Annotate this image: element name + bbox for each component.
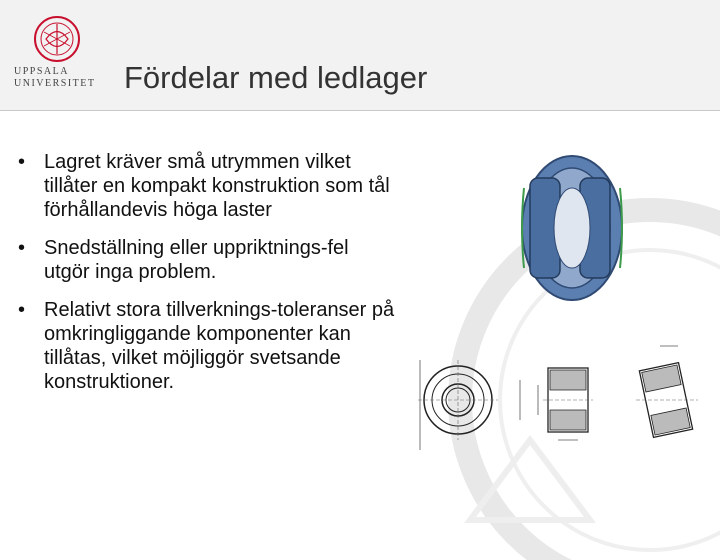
slide-header bbox=[0, 0, 720, 111]
bullet-dot: • bbox=[18, 151, 26, 173]
bullet-text: Lagret kräver små utrymmen vilket tillåter en kompakt konstruktion som tål förhållandevis höga laster bbox=[44, 151, 390, 221]
bullet-dot: • bbox=[18, 299, 26, 321]
bullet-item bbox=[18, 150, 398, 222]
bullet-text: Relativt stora tillverknings-toleranser på omkringliggande komponenter kan tillåtas, vilket möjliggör svetsande konstruktioner. bbox=[44, 299, 395, 393]
university-name bbox=[14, 66, 100, 90]
bullet-list bbox=[18, 150, 398, 408]
university-name-line2: UNIVERSITET bbox=[14, 78, 96, 89]
bearing-technical-drawings bbox=[408, 340, 708, 470]
bullet-text: Snedställning eller uppriktnings-fel utgör inga problem. bbox=[44, 237, 349, 283]
tilted-bearing-drawing bbox=[636, 346, 698, 437]
bullet-item bbox=[18, 236, 398, 284]
university-name-line1: UPPSALA bbox=[14, 66, 69, 77]
slide-title: Fördelar med ledlager bbox=[124, 60, 428, 95]
section-view-drawing bbox=[520, 368, 593, 440]
spherical-plain-bearing-image bbox=[510, 148, 630, 308]
bullet-dot: • bbox=[18, 237, 26, 259]
bullet-item bbox=[18, 298, 398, 394]
front-view-drawing bbox=[418, 360, 498, 450]
